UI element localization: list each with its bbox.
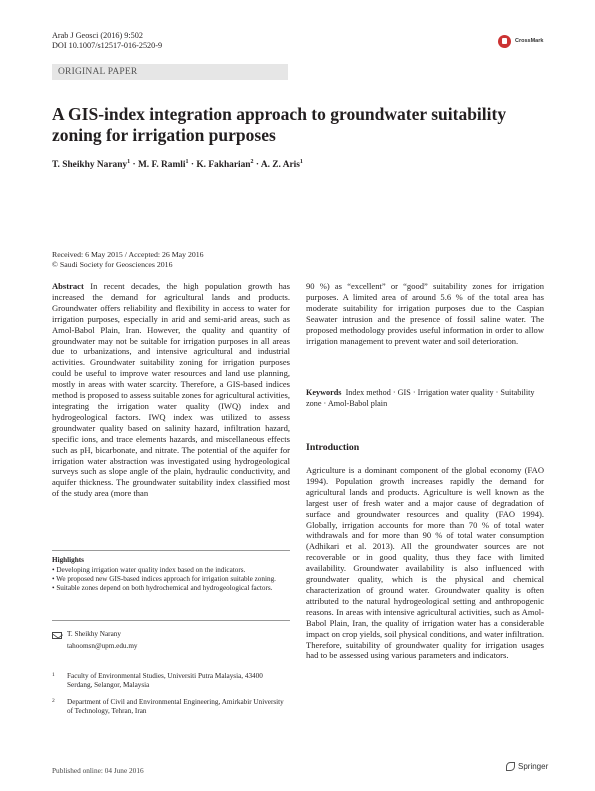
affiliation-1: Faculty of Environmental Studies, Universiti Putra Malaysia, 43400 Serdang, Selangor, Malaysia [67, 672, 263, 690]
keywords-text: Index method · GIS · Irrigation water quality · Suitability zone · Amol-Babol plain [306, 388, 535, 408]
author-affil: 1 [299, 159, 303, 165]
abstract-continued: 90 %) as “excellent” or “good” suitability zones for irrigation purposes. A limited area of around 5.6 % of the total area has moderate suitability for irrigation purposes due to the Caspian Seawater intrusion and the presence of fossil saline water. The proposed methodology provides useful information in order to allow irrigation management to prevent water and soil deterioration. [306, 281, 544, 346]
highlights-heading: Highlights [52, 556, 84, 564]
affiliation-2: Department of Civil and Environmental Engineering, Amirkabir University of Technology, Tehran, Iran [67, 698, 284, 716]
author-affil: 2 [250, 159, 254, 165]
copyright-line: © Saudi Society for Geosciences 2016 [52, 260, 173, 269]
section-heading-introduction: Introduction [306, 442, 360, 453]
corresponding-author: T. Sheikhy Narany [67, 630, 121, 638]
author-affil: 1 [185, 159, 189, 165]
correspondence-divider [52, 620, 290, 621]
author[interactable]: K. Fakharian [196, 160, 251, 171]
abstract-label: Abstract [52, 281, 84, 291]
keywords-label: Keywords [306, 388, 342, 397]
author-affil: 1 [127, 159, 131, 165]
abstract [52, 281, 290, 499]
highlights-divider [52, 550, 290, 551]
springer-horse-icon [506, 762, 515, 771]
highlight-item: • Suitable zones depend on both hydrochemical and hydrogeological factors. [52, 583, 273, 592]
affiliation-number: 2 [52, 698, 55, 704]
publisher-logo [506, 762, 548, 771]
envelope-icon [52, 632, 62, 639]
crossmark-label: CrossMark [515, 38, 544, 44]
highlight-item: • We proposed new GIS-based indices approach for irrigation suitable zoning. [52, 574, 276, 583]
author-separator: · [130, 160, 138, 171]
publisher-name: Springer [518, 762, 549, 771]
received-accepted-dates: Received: 6 May 2015 / Accepted: 26 May 2016 [52, 250, 204, 259]
introduction-paragraph: Agriculture is a dominant component of the global economy (FAO 1994). Population growth increases rapidly the demand for agricultural lands and products. Agriculture is well known as the largest user of fresh water and a major cause of degradation of surface and groundwater resources and quality (FAO 1994). Globally, irrigation accounts for more than 70 % of total water withdrawals and for more than 90 % of total water consumption (Adhikari et al. 2013). All the groundwater sources are not recoverable or in good quality, thus they face with limited availability. Groundwater availability is also influenced with groundwater quality, which is the physical and chemical characterization of ground water. Groundwater quality is often attributed to the natural hydrogeological setting and anthropogenic reasons. In areas with intensive agricultural activities, such as Amol-Babol Plain, Iran, the quality of irrigation water has a considerable impact on crop yields, soil physical conditions, and water infiltration. Therefore, suitability of groundwater quality for irrigation usages had to be assessed using various parameters and indicators. [306, 465, 544, 661]
author[interactable]: A. Z. Aris [260, 160, 300, 171]
keywords [306, 388, 544, 410]
author[interactable]: T. Sheikhy Narany [52, 160, 128, 171]
highlights-list [52, 566, 290, 592]
article-type-band: ORIGINAL PAPER [52, 64, 288, 80]
published-online: Published online: 04 June 2016 [52, 766, 144, 775]
journal-citation: Arab J Geosci (2016) 9:502 [52, 31, 143, 40]
author-separator: · [188, 160, 197, 171]
crossmark-icon [498, 35, 511, 48]
affiliation-number: 1 [52, 672, 55, 678]
author[interactable]: M. F. Ramli [137, 160, 186, 171]
crossmark-badge[interactable] [498, 32, 558, 50]
highlight-item: • Developing irrigation water quality index based on the indicators. [52, 566, 246, 574]
page-title: A GIS-index integration approach to groundwater suitability zoning for irrigation purposes [52, 104, 507, 145]
corresponding-email[interactable]: tahoomsn@upm.edu.my [67, 642, 138, 650]
author-separator: · [253, 160, 261, 171]
abstract-text: In recent decades, the high population growth has increased the demand for agricultural lands and products. Groundwater offers reliability and flexibility in access to water for irrigation purposes, especially in arid and semi-arid areas, such as Amol-Babol Plain, Iran. However, the quality and quantity of groundwater may not be suitable for irrigation purposes in all areas due to urbanizations, and intensive agricultural and industrial activities. Groundwater suitability zoning for irrigation purposes could be useful to improve water resources and land use planning, mostly in areas with water scarcity. Therefore, a GIS-based indices method is proposed to assess suitable zones for agricultural activities, integrating the irrigation water quality (IWQ) index and hydrogeological factors. IWQ index was utilized to assess groundwater quality based on salinity hazard, infiltration hazard, specific ions, and trace elements hazards, and miscellaneous effects such as pH, bicarbonate, and nitrate. The potential of the aquifer for irrigation water abstraction was investigated using hydrogeological surveys such as slope angle of the plain, hydraulic conductivity, and aquifer thickness. The groundwater suitability index classified most of the study area (more than [52, 281, 291, 499]
doi[interactable]: DOI 10.1007/s12517-016-2520-9 [52, 41, 163, 50]
author-list [52, 156, 303, 171]
